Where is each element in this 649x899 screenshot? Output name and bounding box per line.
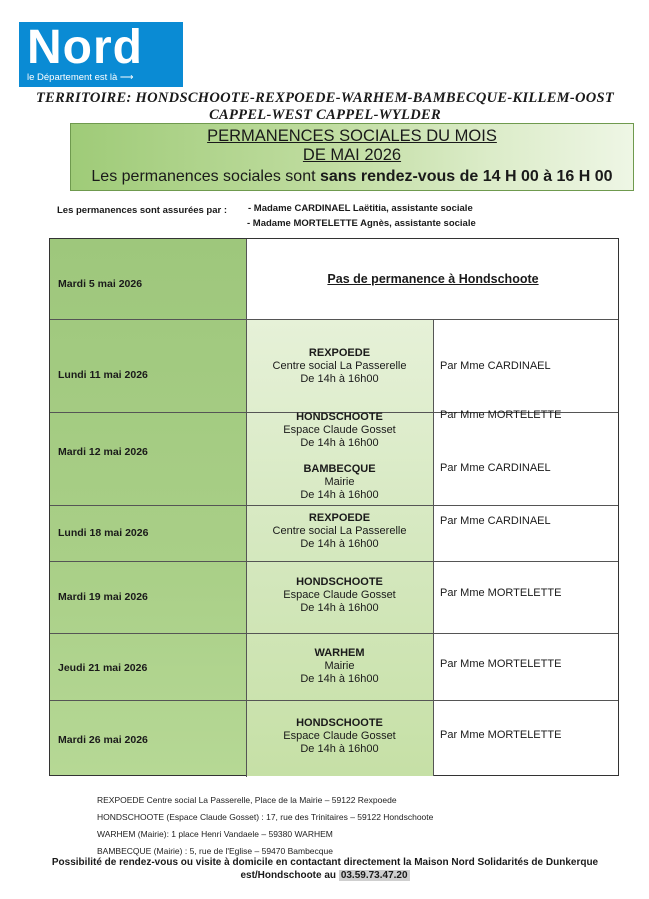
row-agent: Par Mme MORTELETTE: [440, 729, 562, 741]
intro-person-2: - Madame MORTELETTE Agnès, assistante sociale: [247, 218, 476, 229]
territory-line-1: TERRITOIRE: HONDSCHOOTE-REXPOEDE-WARHEM-BAMBECQUE-KILLEM-OOST: [35, 90, 615, 106]
nord-logo: [19, 22, 183, 87]
address-bambecque: BAMBECQUE (Mairie) : 5, rue de l'Eglise – 59470 Bambecque: [97, 846, 333, 856]
row-location: WARHEM Mairie De 14h à 16h00: [300, 647, 379, 685]
row-day: Mardi 19 mai 2026: [58, 591, 148, 603]
intro-person-1: - Madame CARDINAEL Laëtitia, assistante sociale: [248, 203, 473, 214]
intro-label: Les permanences sont assurées par :: [57, 205, 228, 216]
row-day: Jeudi 21 mai 2026: [58, 662, 148, 674]
row-day: Mardi 12 mai 2026: [58, 446, 148, 458]
address-rexpoede: REXPOEDE Centre social La Passerelle, Place de la Mairie – 59122 Rexpoede: [97, 795, 397, 805]
banner-month: DE MAI 2026: [302, 146, 402, 164]
row-location: HONDSCHOOTE Espace Claude Gosset De 14h à 16h00: [283, 576, 396, 614]
row-day: Lundi 18 mai 2026: [58, 527, 149, 539]
schedule-table: [49, 238, 619, 776]
row-location: HONDSCHOOTE Espace Claude Gosset De 14h à 16h00: [283, 717, 396, 755]
closing-note: Possibilité de rendez-vous ou visite à domicile en contactant directement la Maison Nord Solidarités de Dunkerque est/Hondschoote au 03.59.73.47.20: [51, 857, 599, 881]
banner-title: PERMANENCES SOCIALES DU MOIS: [207, 127, 497, 145]
row-agent-2: Par Mme CARDINAEL: [440, 462, 551, 474]
row-location-2: BAMBECQUE Mairie De 14h à 16h00: [300, 463, 379, 501]
row-location: HONDSCHOOTE Espace Claude Gosset De 14h à 16h00: [283, 411, 396, 449]
title-banner: [70, 123, 634, 191]
address-hondschoote: HONDSCHOOTE (Espace Claude Gosset) : 17, rue des Trinitaires – 59122 Hondschoote: [97, 812, 434, 822]
row-agent: Par Mme MORTELETTE: [440, 587, 562, 599]
logo-tagline: le Département est là ⟶: [27, 72, 134, 83]
row-day: Lundi 11 mai 2026: [58, 369, 148, 381]
phone-number[interactable]: 03.59.73.47.20: [340, 870, 408, 881]
banner-hours: Les permanences sociales sont sans rendez-vous de 14 H 00 à 16 H 00: [91, 168, 613, 185]
row-agent: Par Mme CARDINAEL: [440, 515, 551, 527]
row-agent: Par Mme MORTELETTE: [440, 658, 562, 670]
row-location: REXPOEDE Centre social La Passerelle De 14h à 16h00: [272, 347, 407, 385]
row-day: Mardi 5 mai 2026: [58, 278, 143, 290]
row-location: REXPOEDE Centre social La Passerelle De 14h à 16h00: [272, 512, 407, 550]
address-warhem: WARHEM (Mairie): 1 place Henri Vandaele – 59380 WARHEM: [97, 829, 333, 839]
logo-wordmark: Nord: [27, 21, 143, 74]
row-day: Mardi 26 mai 2026: [58, 734, 148, 746]
no-session-note: Pas de permanence à Hondschoote: [327, 272, 539, 286]
row-agent: Par Mme MORTELETTE: [440, 409, 562, 421]
row-agent: Par Mme CARDINAEL: [440, 360, 551, 372]
territory-line-2: CAPPEL-WEST CAPPEL-WYLDER: [209, 107, 441, 123]
